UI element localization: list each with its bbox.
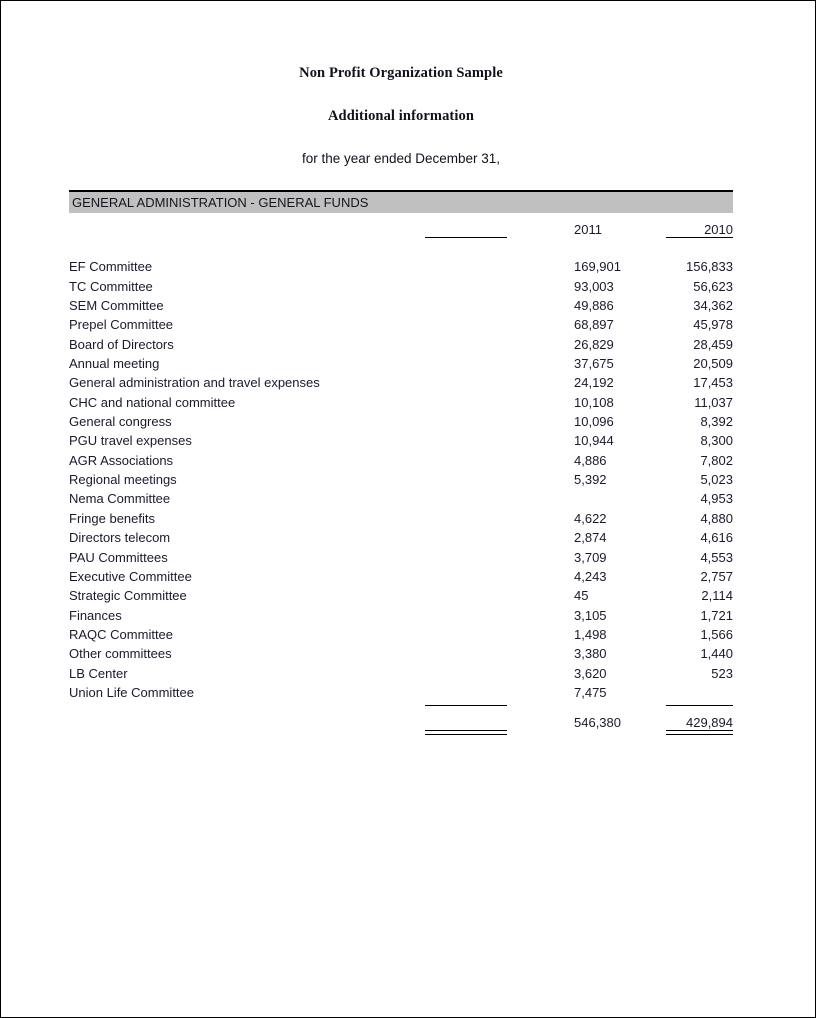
row-label: Annual meeting — [69, 356, 160, 372]
report-subtitle: Additional information — [327, 108, 474, 124]
row-label: Nema Committee — [69, 491, 171, 507]
table-row — [69, 642, 733, 661]
subtotal-rule-cell-2011 — [574, 700, 584, 707]
header-spacer-cell-2010 — [584, 238, 733, 255]
report-period: for the year ended December 31, — [301, 151, 501, 166]
expenses-table-body — [69, 213, 733, 730]
table-row — [69, 623, 733, 642]
row-value-2010: 4,616 — [700, 530, 733, 546]
total-value-2010 — [584, 707, 733, 730]
row-value-2010: 2,757 — [700, 568, 733, 584]
row-value-2011: 24,192 — [574, 375, 614, 391]
row-value-2010: 1,721 — [700, 607, 733, 623]
row-label: TC Committee — [69, 278, 153, 294]
row-value-2011: 4,622 — [574, 510, 607, 526]
row-value-2011: 45 — [574, 588, 589, 604]
table-row — [69, 274, 733, 293]
subtotal-rule-row — [69, 700, 733, 707]
row-value-2011: 10,944 — [574, 433, 614, 449]
total-value-2010-text: 429,894 — [686, 714, 733, 730]
row-value-2011: 1,498 — [574, 626, 607, 642]
row-label: Executive Committee — [69, 568, 192, 584]
row-value-2010: 1,566 — [700, 626, 733, 642]
table-row — [69, 468, 733, 487]
subtotal-rule-cell-2010 — [584, 700, 733, 707]
table-header-row — [69, 213, 733, 238]
title-block — [69, 1, 733, 166]
document-body — [69, 1, 733, 730]
row-label: Finances — [69, 607, 122, 623]
table-row — [69, 584, 733, 603]
table-row — [69, 661, 733, 680]
column-header-2011-text: 2011 — [574, 222, 602, 237]
table-row — [69, 352, 733, 371]
row-value-2010: 1,440 — [700, 646, 733, 662]
column-header-2011 — [574, 213, 602, 238]
table-row — [69, 429, 733, 448]
total-value-2011 — [574, 707, 621, 730]
table-row — [69, 526, 733, 545]
header-spacer-row — [69, 238, 733, 255]
table-row — [69, 313, 733, 332]
row-value-2011: 49,886 — [574, 298, 614, 314]
row-label: Strategic Committee — [69, 588, 187, 604]
row-label: Fringe benefits — [69, 510, 155, 526]
row-value-2011: 10,096 — [574, 414, 614, 430]
column-header-2010 — [584, 213, 733, 238]
table-row — [69, 410, 733, 429]
total-value-2011-text: 546,380 — [574, 714, 621, 730]
row-label: SEM Committee — [69, 298, 164, 314]
organization-title: Non Profit Organization Sample — [299, 65, 503, 81]
row-value-2010: 523 — [711, 665, 733, 681]
section-header-general-administration: GENERAL ADMINISTRATION - GENERAL FUNDS — [69, 192, 733, 213]
header-label-blank — [69, 213, 574, 238]
row-label: PAU Committees — [69, 549, 168, 565]
table-row — [69, 603, 733, 622]
expenses-table — [69, 213, 733, 730]
row-value-2010: 17,453 — [693, 375, 733, 391]
row-label: Regional meetings — [69, 472, 177, 488]
row-value-2010: 5,023 — [700, 472, 733, 488]
row-value-2010: 34,362 — [693, 298, 733, 314]
row-label: Union Life Committee — [69, 684, 194, 700]
total-label — [69, 707, 574, 730]
section-header-rule — [69, 190, 733, 213]
row-value-2010: 20,509 — [693, 356, 733, 372]
column-header-2010-underline — [666, 237, 733, 238]
row-value-2011: 3,620 — [574, 665, 607, 681]
row-value-2010: 7,802 — [700, 452, 733, 468]
total-double-rule-2011 — [425, 730, 507, 735]
table-row — [69, 487, 733, 506]
row-value-2011: 3,709 — [574, 549, 607, 565]
row-label: General administration and travel expenses — [69, 375, 320, 391]
total-double-rule-2010 — [666, 730, 733, 735]
table-row — [69, 448, 733, 467]
column-header-2010-text: 2010 — [704, 222, 733, 237]
row-label: LB Center — [69, 665, 128, 681]
row-value-2011: 4,886 — [574, 452, 607, 468]
row-value-2010: 56,623 — [693, 278, 733, 294]
row-value-2011: 7,475 — [574, 684, 607, 700]
row-value-2011: 26,829 — [574, 336, 614, 352]
header-spacer-cell-label — [69, 238, 574, 255]
table-row — [69, 506, 733, 525]
row-value-2011: 68,897 — [574, 317, 614, 333]
row-value-2011: 37,675 — [574, 356, 614, 372]
column-header-2011-underline — [425, 237, 507, 238]
row-value-2011: 5,392 — [574, 472, 607, 488]
header-spacer-cell-2011 — [574, 238, 584, 255]
table-row — [69, 545, 733, 564]
row-value-2011 — [574, 487, 584, 506]
row-value-2010: 45,978 — [693, 317, 733, 333]
table-row — [69, 294, 733, 313]
row-label: Board of Directors — [69, 336, 174, 352]
table-row — [69, 255, 733, 274]
row-label: EF Committee — [69, 259, 153, 275]
row-label: Directors telecom — [69, 530, 171, 546]
row-label: RAQC Committee — [69, 626, 174, 642]
subtotal-rule-2010 — [666, 705, 733, 706]
row-label: General congress — [69, 414, 172, 430]
row-value-2011: 93,003 — [574, 278, 614, 294]
row-value-2010: 4,553 — [700, 549, 733, 565]
row-value-2010: 156,833 — [686, 259, 733, 275]
table-row — [69, 565, 733, 584]
row-label: CHC and national committee — [69, 394, 236, 410]
row-label: Other committees — [69, 646, 172, 662]
subtotal-rule-2011 — [425, 705, 507, 706]
table-row — [69, 390, 733, 409]
row-value-2010: 11,037 — [694, 394, 733, 410]
table-total-row — [69, 707, 733, 730]
row-value-2011: 169,901 — [574, 259, 621, 275]
row-label: Prepel Committee — [69, 317, 174, 333]
row-label: PGU travel expenses — [69, 433, 192, 449]
row-label: AGR Associations — [69, 452, 174, 468]
row-value-2011: 3,105 — [574, 607, 607, 623]
row-value-2010: 28,459 — [693, 336, 733, 352]
row-value-2011: 4,243 — [574, 568, 607, 584]
table-row — [69, 371, 733, 390]
row-value-2011: 3,380 — [574, 646, 607, 662]
row-value-2011: 2,874 — [574, 530, 607, 546]
row-value-2010: 2,114 — [701, 588, 733, 604]
table-row — [69, 681, 733, 700]
row-value-2010: 4,880 — [700, 510, 733, 526]
row-value-2010: 4,953 — [700, 491, 733, 507]
table-row — [69, 332, 733, 351]
row-value-2010: 8,300 — [700, 433, 733, 449]
row-value-2010: 8,392 — [700, 414, 733, 430]
row-value-2011: 10,108 — [574, 394, 614, 410]
